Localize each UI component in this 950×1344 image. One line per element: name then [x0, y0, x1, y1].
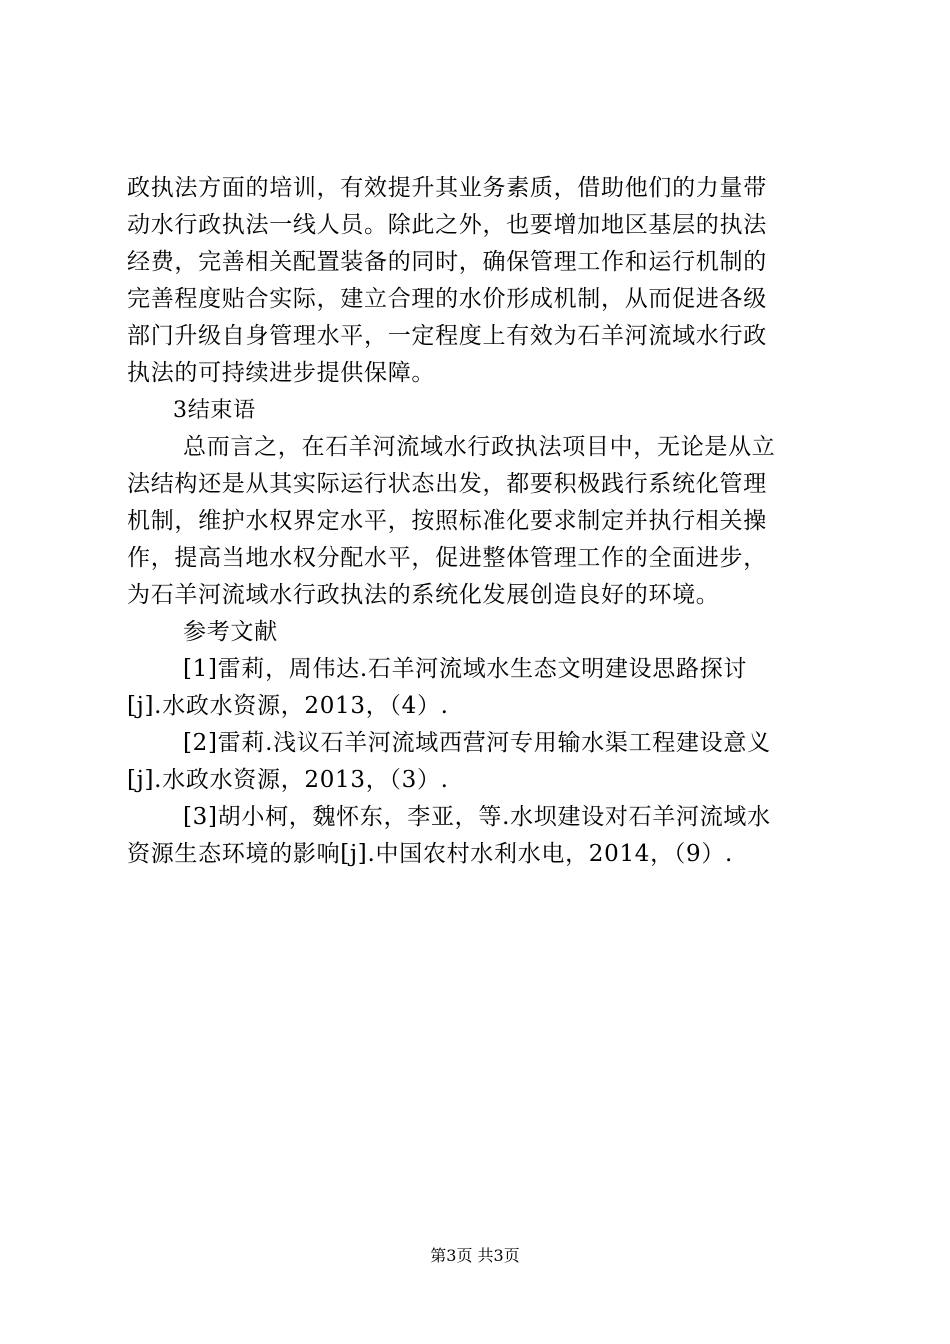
paragraph-line: 政执法方面的培训，有效提升其业务素质，借助他们的力量带 [127, 175, 767, 201]
reference-item-3: [3]胡小柯，魏怀东，李亚，等.水坝建设对石羊河流域水 [183, 804, 771, 830]
document-body [127, 170, 832, 873]
paragraph-line: 动水行政执法一线人员。除此之外，也要增加地区基层的执法 [127, 212, 767, 238]
paragraph-line: 经费，完善相关配置装备的同时，确保管理工作和运行机制的 [127, 249, 767, 275]
reference-item-3-cont: 资源生态环境的影响[j].中国农村水利水电，2014，（9）. [127, 841, 734, 867]
section-heading: 3结束语 [173, 398, 256, 423]
paragraph-line: 完善程度贴合实际，建立合理的水价形成机制，从而促进各级 [127, 286, 767, 312]
reference-item-1-cont: [j].水政水资源，2013，（4）. [127, 693, 449, 719]
conclusion-line: 机制，维护水权界定水平，按照标准化要求制定并执行相关操 [127, 508, 767, 534]
reference-item-1: [1]雷莉，周伟达.石羊河流域水生态文明建设思路探讨 [183, 656, 748, 682]
conclusion-line: 法结构还是从其实际运行状态出发，都要积极践行系统化管理 [127, 471, 767, 497]
paragraph-line: 执法的可持续进步提供保障。 [127, 360, 436, 386]
conclusion-line: 为石羊河流域水行政执法的系统化发展创造良好的环境。 [127, 582, 720, 608]
references-heading: 参考文献 [183, 619, 278, 645]
paragraph-line: 部门升级自身管理水平，一定程度上有效为石羊河流域水行政 [127, 323, 767, 349]
page-footer [0, 1246, 950, 1266]
page-number: 第3页 共3页 [430, 1246, 520, 1265]
conclusion-line: 作，提高当地水权分配水平，促进整体管理工作的全面进步， [127, 545, 767, 571]
reference-item-2: [2]雷莉.浅议石羊河流域西营河专用输水渠工程建设意义 [183, 730, 771, 756]
conclusion-line: 总而言之，在石羊河流域水行政执法项目中，无论是从立 [183, 434, 776, 460]
reference-item-2-cont: [j].水政水资源，2013，（3）. [127, 767, 449, 793]
